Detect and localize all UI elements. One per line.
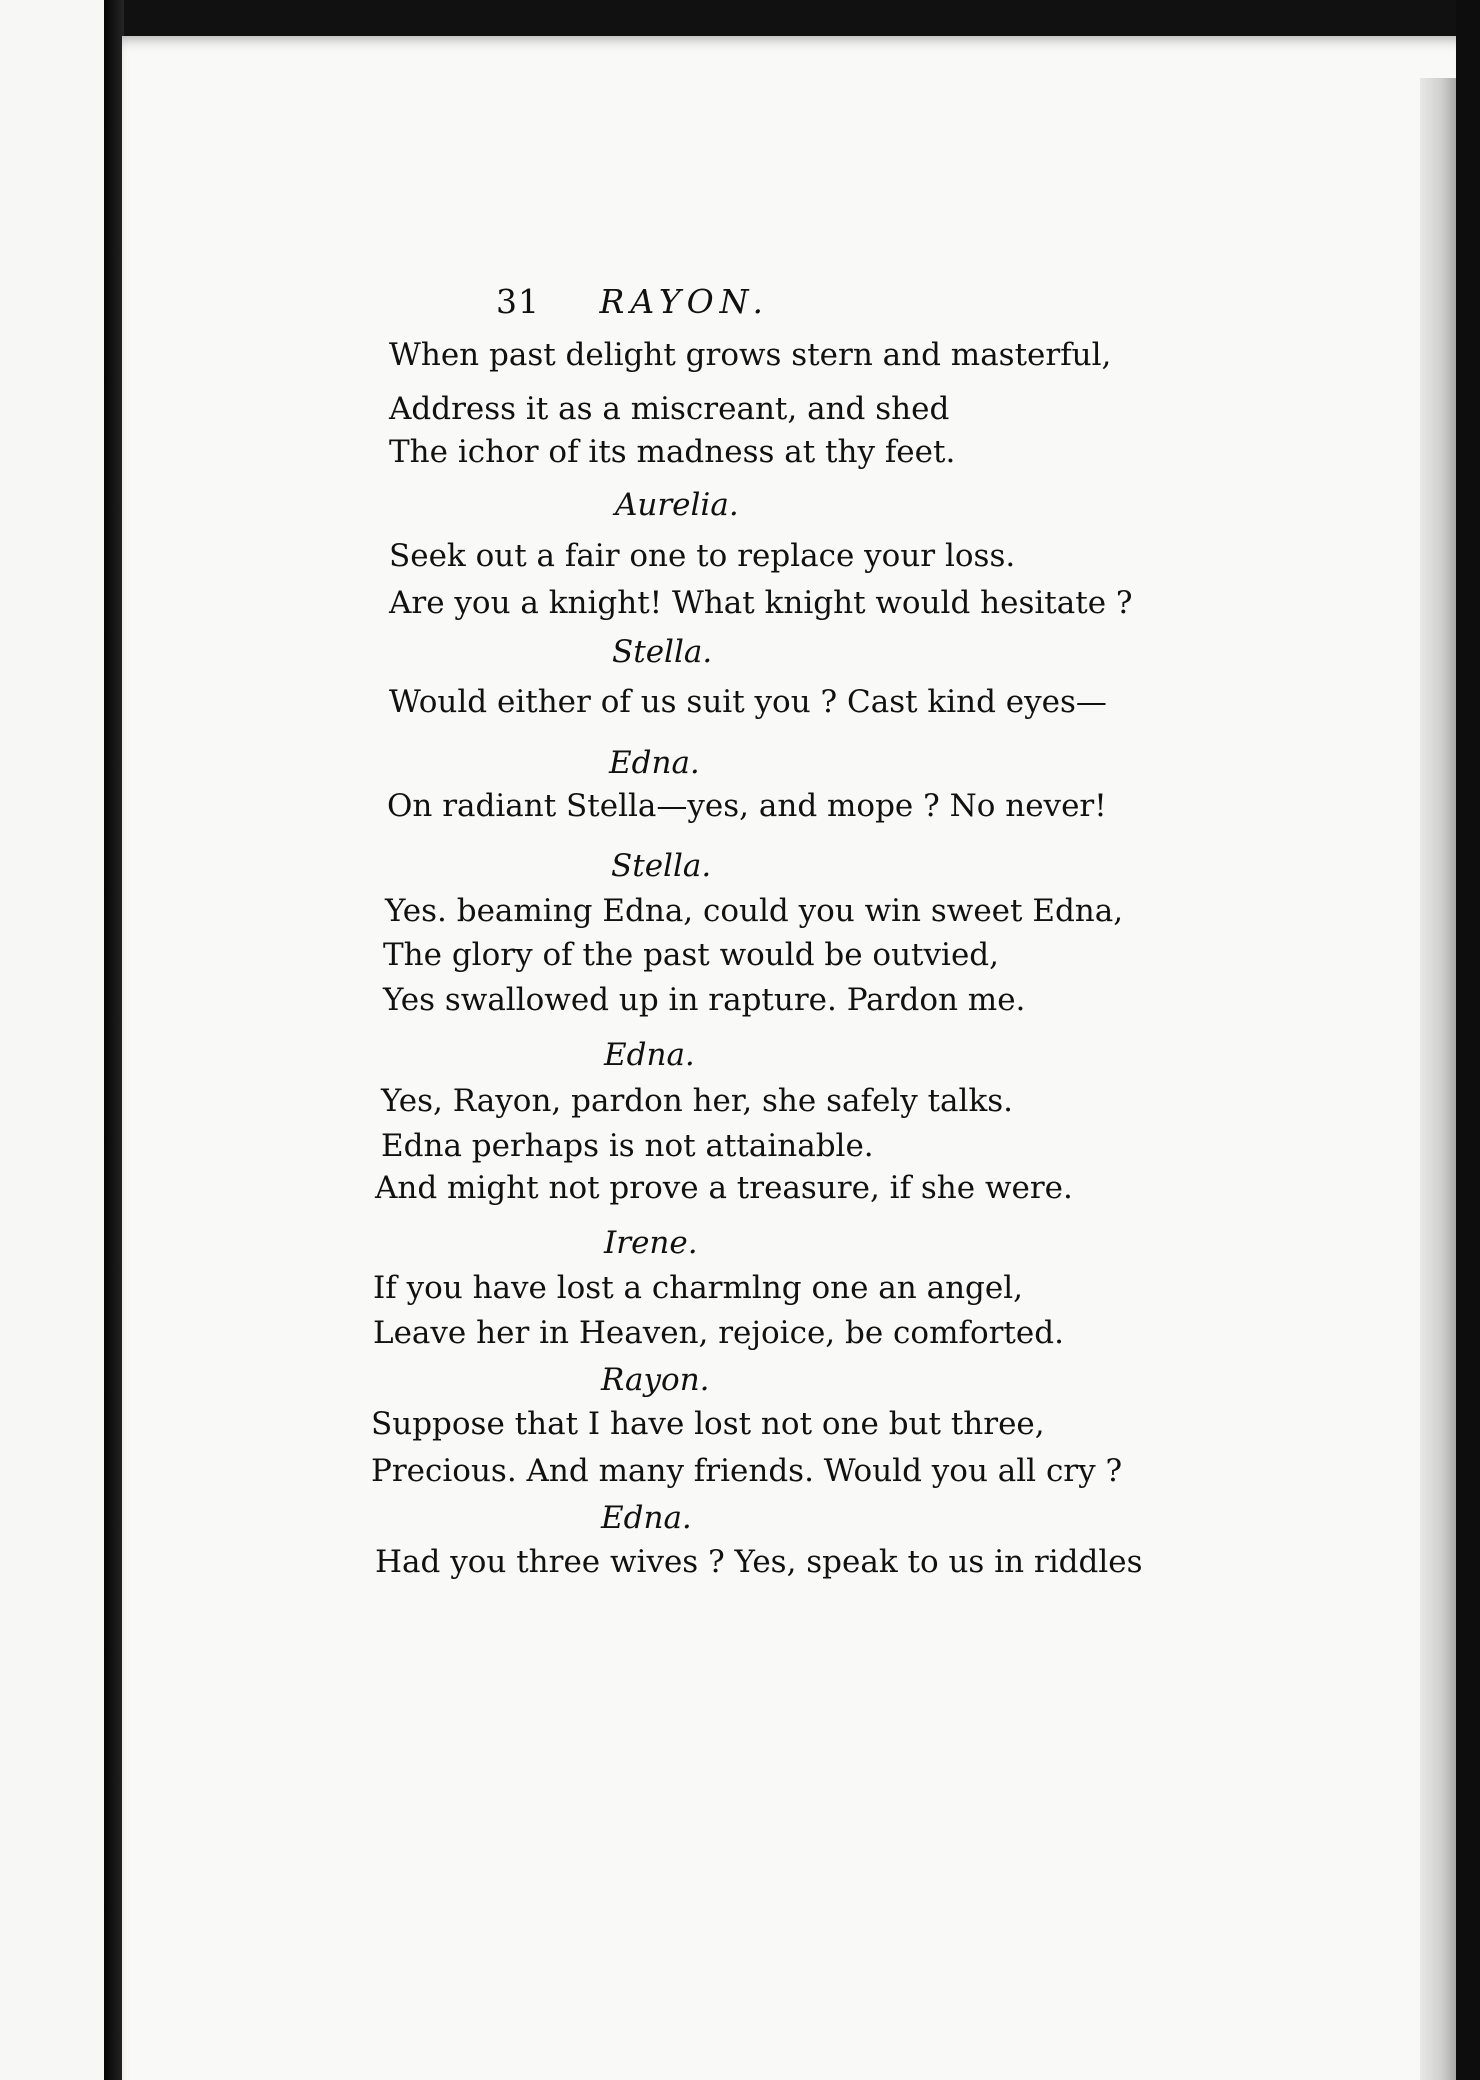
verse-line: The glory of the past would be outvied,	[383, 937, 999, 973]
verse-line: And might not prove a treasure, if she were.	[375, 1170, 1073, 1206]
verse-line: On radiant Stella—yes, and mope ? No never!	[387, 788, 1107, 824]
verse-line: Leave her in Heaven, rejoice, be comforted.	[373, 1315, 1064, 1351]
verse-line: If you have lost a charmlng one an angel,	[373, 1270, 1024, 1306]
verse-line: Suppose that I have lost not one but three,	[371, 1406, 1045, 1442]
speaker-name: Stella.	[611, 848, 712, 884]
verse-line: Yes, Rayon, pardon her, she safely talks.	[381, 1083, 1013, 1119]
verse-line: Yes swallowed up in rapture. Pardon me.	[383, 982, 1026, 1018]
verse-line: Edna perhaps is not attainable.	[381, 1128, 874, 1164]
speaker-name: Edna.	[609, 745, 700, 781]
verse-line: Yes. beaming Edna, could you win sweet Edna,	[385, 893, 1124, 929]
verse-line: Address it as a miscreant, and shed	[389, 391, 950, 427]
speaker-name: Aurelia.	[615, 487, 739, 523]
speaker-name: Edna.	[601, 1500, 692, 1536]
speaker-name: Rayon.	[601, 1362, 710, 1398]
verse-line: Seek out a fair one to replace your loss.	[389, 538, 1016, 574]
verse-line: Precious. And many friends. Would you all cry ?	[371, 1453, 1123, 1489]
speaker-name: Edna.	[604, 1037, 695, 1073]
verse-line: The ichor of its madness at thy feet.	[389, 434, 956, 470]
running-header	[496, 282, 769, 321]
page-number: 31	[496, 282, 540, 321]
verse-line: Would either of us suit you ? Cast kind eyes—	[389, 684, 1107, 720]
running-title: RAYON.	[599, 282, 769, 321]
verse-line: When past delight grows stern and masterful,	[389, 337, 1112, 373]
speaker-name: Stella.	[612, 634, 713, 670]
verse-line: Are you a knight! What knight would hesitate ?	[389, 585, 1133, 621]
speaker-name: Irene.	[604, 1225, 698, 1261]
verse-line: Had you three wives ? Yes, speak to us in riddles	[375, 1544, 1143, 1580]
